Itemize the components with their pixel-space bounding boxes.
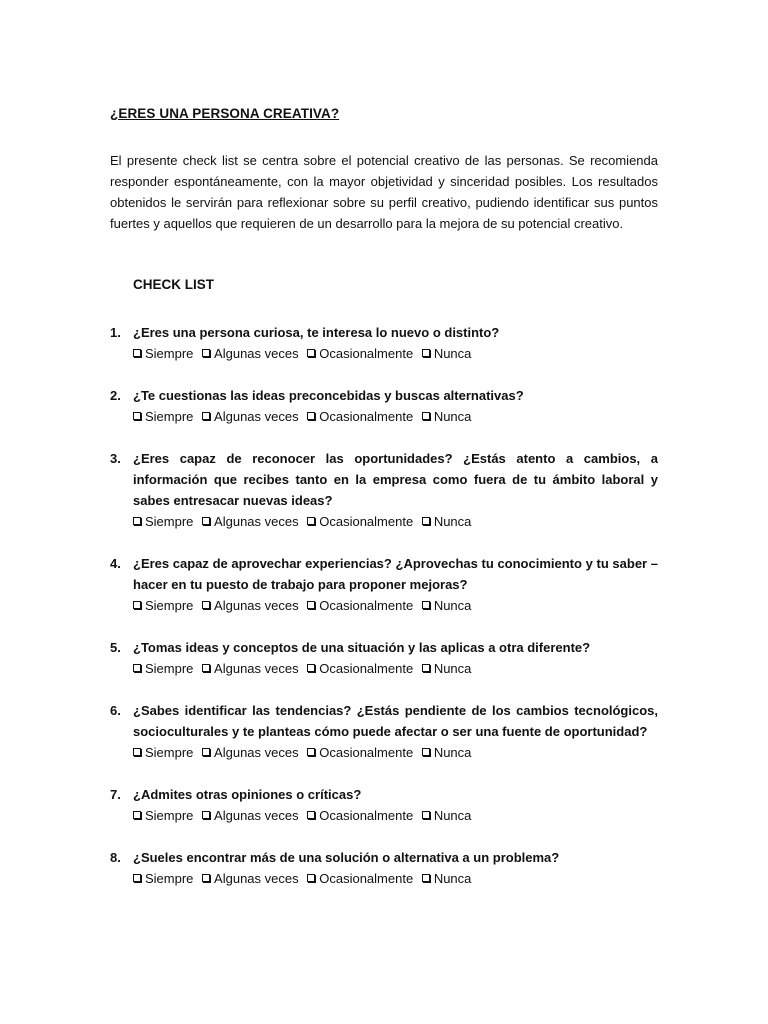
question-item	[110, 700, 658, 763]
option-label: Siempre	[145, 808, 194, 823]
option-label: Algunas veces	[214, 346, 299, 361]
option-label: Siempre	[145, 598, 194, 613]
checkbox-icon[interactable]	[133, 748, 141, 756]
checkbox-icon[interactable]	[422, 412, 430, 420]
checkbox-icon[interactable]	[307, 412, 315, 420]
question-text: ¿Tomas ideas y conceptos de una situación y las aplicas a otra diferente?	[133, 640, 591, 655]
checkbox-icon[interactable]	[133, 664, 141, 672]
option-nunca[interactable]	[422, 661, 472, 676]
option-label: Ocasionalmente	[319, 871, 414, 886]
option-label: Ocasionalmente	[319, 661, 414, 676]
question-text: ¿Sabes identificar las tendencias? ¿Estás pendiente de los cambios tecnológicos, socioculturales y te planteas cómo puede afectar o ser una fuente de oportunidad?	[133, 703, 658, 739]
option-ocasionalmente[interactable]	[307, 514, 413, 529]
option-nunca[interactable]	[422, 808, 472, 823]
option-label: Nunca	[433, 808, 472, 823]
question-number: 5.	[110, 640, 121, 655]
option-algunas-veces[interactable]	[202, 409, 299, 424]
option-algunas-veces[interactable]	[202, 346, 299, 361]
option-label: Algunas veces	[214, 871, 299, 886]
checkbox-icon[interactable]	[202, 811, 210, 819]
option-siempre[interactable]	[133, 598, 193, 613]
option-label: Ocasionalmente	[319, 346, 414, 361]
checkbox-icon[interactable]	[307, 664, 315, 672]
option-label: Algunas veces	[214, 661, 299, 676]
question-item	[110, 448, 658, 532]
checkbox-icon[interactable]	[133, 811, 141, 819]
option-siempre[interactable]	[133, 745, 193, 760]
question-number: 6.	[110, 703, 121, 718]
option-ocasionalmente[interactable]	[307, 661, 413, 676]
question-number: 1.	[110, 325, 121, 340]
option-label: Nunca	[433, 745, 472, 760]
checkbox-icon[interactable]	[133, 349, 141, 357]
question-item	[110, 385, 658, 427]
question-text: ¿Te cuestionas las ideas preconcebidas y buscas alternativas?	[133, 388, 524, 403]
option-algunas-veces[interactable]	[202, 871, 299, 886]
option-label: Nunca	[433, 598, 472, 613]
option-label: Algunas veces	[214, 514, 299, 529]
checkbox-icon[interactable]	[422, 349, 430, 357]
checkbox-icon[interactable]	[133, 874, 141, 882]
option-algunas-veces[interactable]	[202, 598, 299, 613]
question-number: 2.	[110, 388, 121, 403]
checkbox-icon[interactable]	[422, 517, 430, 525]
option-label: Ocasionalmente	[319, 514, 414, 529]
question-item	[110, 784, 658, 826]
option-siempre[interactable]	[133, 871, 193, 886]
option-siempre[interactable]	[133, 346, 193, 361]
answer-options	[133, 658, 658, 679]
option-algunas-veces[interactable]	[202, 514, 299, 529]
option-ocasionalmente[interactable]	[307, 409, 413, 424]
option-label: Ocasionalmente	[319, 745, 414, 760]
option-siempre[interactable]	[133, 661, 193, 676]
question-number: 4.	[110, 556, 121, 571]
answer-options	[133, 595, 658, 616]
option-label: Siempre	[145, 409, 194, 424]
question-item	[110, 322, 658, 364]
option-label: Siempre	[145, 871, 194, 886]
checkbox-icon[interactable]	[202, 874, 210, 882]
option-algunas-veces[interactable]	[202, 808, 299, 823]
option-label: Algunas veces	[214, 409, 299, 424]
option-ocasionalmente[interactable]	[307, 346, 413, 361]
checkbox-icon[interactable]	[307, 874, 315, 882]
question-text: ¿Eres una persona curiosa, te interesa lo nuevo o distinto?	[133, 325, 500, 340]
option-label: Algunas veces	[214, 808, 299, 823]
answer-options	[133, 511, 658, 532]
checkbox-icon[interactable]	[202, 517, 210, 525]
checkbox-icon[interactable]	[202, 412, 210, 420]
option-ocasionalmente[interactable]	[307, 745, 413, 760]
intro-paragraph: El presente check list se centra sobre el potencial creativo de las personas. Se recomienda responder espontáneamente, con la mayor objetividad y sinceridad posibles. Los resultados obtenidos le servirán para reflexionar sobre su perfil creativo, pudiendo identificar sus puntos fuertes y aquellos que requieren de un desarrollo para la mejora de su potencial creativo.	[110, 153, 658, 231]
checklist-heading: CHECK LIST	[133, 277, 214, 292]
option-nunca[interactable]	[422, 871, 472, 886]
checkbox-icon[interactable]	[307, 349, 315, 357]
option-nunca[interactable]	[422, 409, 472, 424]
question-number: 8.	[110, 850, 121, 865]
option-label: Ocasionalmente	[319, 409, 414, 424]
option-nunca[interactable]	[422, 598, 472, 613]
option-label: Algunas veces	[214, 598, 299, 613]
answer-options	[133, 742, 658, 763]
checkbox-icon[interactable]	[422, 874, 430, 882]
question-text: ¿Sueles encontrar más de una solución o alternativa a un problema?	[133, 850, 560, 865]
checkbox-icon[interactable]	[422, 664, 430, 672]
option-label: Nunca	[433, 661, 472, 676]
option-siempre[interactable]	[133, 514, 193, 529]
question-item	[110, 847, 658, 889]
option-label: Nunca	[433, 514, 472, 529]
question-item	[110, 637, 658, 679]
document-title: ¿ERES UNA PERSONA CREATIVA?	[110, 106, 340, 121]
checkbox-icon[interactable]	[307, 748, 315, 756]
option-siempre[interactable]	[133, 808, 193, 823]
checkbox-icon[interactable]	[133, 517, 141, 525]
option-label: Siempre	[145, 745, 194, 760]
question-text: ¿Eres capaz de reconocer las oportunidades? ¿Estás atento a cambios, a información que recibes tanto en la empresa como fuera de tu ámbito laboral y sabes entresacar nuevas ideas?	[133, 451, 658, 508]
option-ocasionalmente[interactable]	[307, 871, 413, 886]
option-label: Siempre	[145, 346, 194, 361]
option-ocasionalmente[interactable]	[307, 598, 413, 613]
option-label: Algunas veces	[214, 745, 299, 760]
checkbox-icon[interactable]	[202, 664, 210, 672]
checkbox-icon[interactable]	[133, 412, 141, 420]
option-label: Nunca	[433, 346, 472, 361]
option-label: Siempre	[145, 661, 194, 676]
option-siempre[interactable]	[133, 409, 193, 424]
option-nunca[interactable]	[422, 514, 472, 529]
answer-options	[133, 343, 658, 364]
option-label: Ocasionalmente	[319, 808, 414, 823]
checkbox-icon[interactable]	[422, 748, 430, 756]
checkbox-icon[interactable]	[202, 748, 210, 756]
option-ocasionalmente[interactable]	[307, 808, 413, 823]
question-number: 3.	[110, 451, 121, 466]
option-algunas-veces[interactable]	[202, 745, 299, 760]
option-label: Siempre	[145, 514, 194, 529]
checkbox-icon[interactable]	[307, 811, 315, 819]
question-text: ¿Admites otras opiniones o críticas?	[133, 787, 362, 802]
checkbox-icon[interactable]	[307, 517, 315, 525]
option-label: Nunca	[433, 871, 472, 886]
option-nunca[interactable]	[422, 745, 472, 760]
option-nunca[interactable]	[422, 346, 472, 361]
checkbox-icon[interactable]	[202, 601, 210, 609]
option-label: Nunca	[433, 409, 472, 424]
question-number: 7.	[110, 787, 121, 802]
checkbox-icon[interactable]	[307, 601, 315, 609]
checkbox-icon[interactable]	[133, 601, 141, 609]
checkbox-icon[interactable]	[422, 811, 430, 819]
question-list	[110, 322, 658, 910]
answer-options	[133, 805, 658, 826]
checkbox-icon[interactable]	[422, 601, 430, 609]
option-label: Ocasionalmente	[319, 598, 414, 613]
answer-options	[133, 406, 658, 427]
option-algunas-veces[interactable]	[202, 661, 299, 676]
answer-options	[133, 868, 658, 889]
question-text: ¿Eres capaz de aprovechar experiencias? ¿Aprovechas tu conocimiento y tu saber – hacer en tu puesto de trabajo para proponer mejoras?	[133, 556, 658, 592]
checkbox-icon[interactable]	[202, 349, 210, 357]
question-item	[110, 553, 658, 616]
